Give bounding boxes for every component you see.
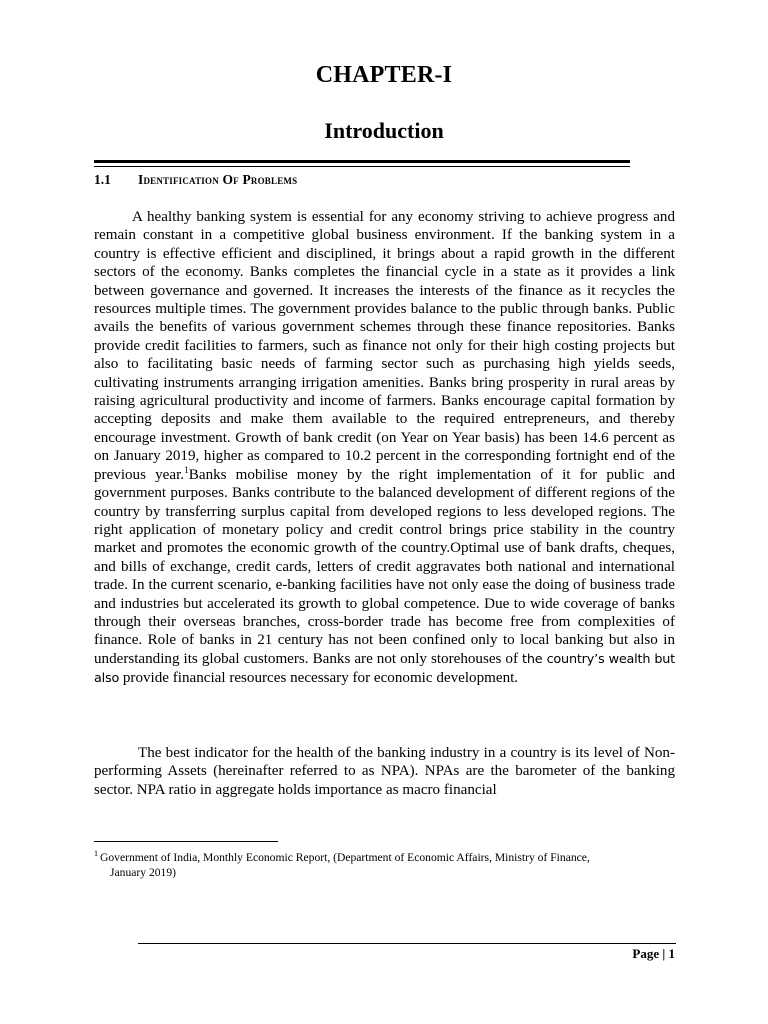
chapter-label: CHAPTER-I [315, 62, 453, 88]
section-title: Identification Of Problems [138, 172, 298, 187]
paragraph-1-text-b: Banks mobilise money by the right implementation of it for public and government purposes. Banks contribute to the balanced development of different regions of the country by transferring surplus capital from developed regions to less developed regions. The right application of monetary policy and credit control brings price stability in the country market and promotes the economic growth of the country.Optimal use of bank drafts, cheques, and bills of exchange, credit cards, letters of credit aggravates both national and international trade. In the current scenario, e-banking facilities have not only ease the doing of business trade and industries but accelerated its growth to global competence. Due to wide coverage of banks through their overseas branches, cross-border trade has become free from complexities of finance. Role of banks in 21 century has not been confined only to local banking but also in understanding its global customers. Banks are not only storehouses of [94, 466, 676, 667]
footnote-mark: 1 [94, 849, 98, 859]
section-number: 1.1 [94, 172, 111, 187]
page-number: Page | 1 [632, 946, 675, 961]
footnote-separator [94, 841, 278, 842]
paragraph-1-text-c: the country’s wealth but also [94, 651, 676, 687]
paragraph-1-text-d: provide financial resources necessary for economic development. [122, 670, 519, 687]
paragraph-1-text-a: A healthy banking system is essential for any economy striving to achieve progress and remain constant in a competitive global business environment. If the banking system in a country is effective efficient and disciplined, it brings about a rapid growth in the different sectors of the economy. Banks completes the financial cycle in a state as it provides a link between governance and governed. It increases the interests of the finance as it recycles the resources multiple times. The government provides balance to the public through banks. Public avails the benefits of various government schemes through these finance repositories. Banks provide credit facilities to farmers, such as finance not only for their high costing projects but also to facilitating basic needs of farming sector such as purchasing high yields seeds, cultivating instruments arranging irrigation amenities. Banks bring prosperity in rural areas by raising agricultural productivity and income of farmers. Banks encourage capital formation by accepting deposits and make them available to the required entrepreneurs, and thereby encourage investment. Growth of bank credit (on Year on Year basis) has been 14.6 percent as on January 2019, higher as compared to 10.2 percent in the corresponding fortnight end of the previous year. [94, 209, 675, 483]
footnote-line-2: January 2019) [110, 866, 177, 879]
paragraph-2: The best indicator for the health of the banking industry in a country is its level of Non-performing Assets (hereinafter referred to as NPA). NPAs are the barometer of the banking sector. NPA ratio in aggregate holds importance as macro financial [94, 745, 675, 798]
footnote-line-1: Government of India, Monthly Economic Report, (Department of Economic Affairs, Ministry of Finance, [100, 851, 590, 864]
chapter-title: Introduction [324, 118, 444, 143]
footnote [94, 850, 674, 880]
header-rule-thick [94, 160, 630, 163]
footnote-reference[interactable]: 1 [184, 465, 189, 476]
header-rule-thin [94, 166, 630, 167]
section-heading [94, 172, 297, 188]
footer-rule [138, 943, 676, 944]
paragraph-1 [94, 208, 675, 689]
